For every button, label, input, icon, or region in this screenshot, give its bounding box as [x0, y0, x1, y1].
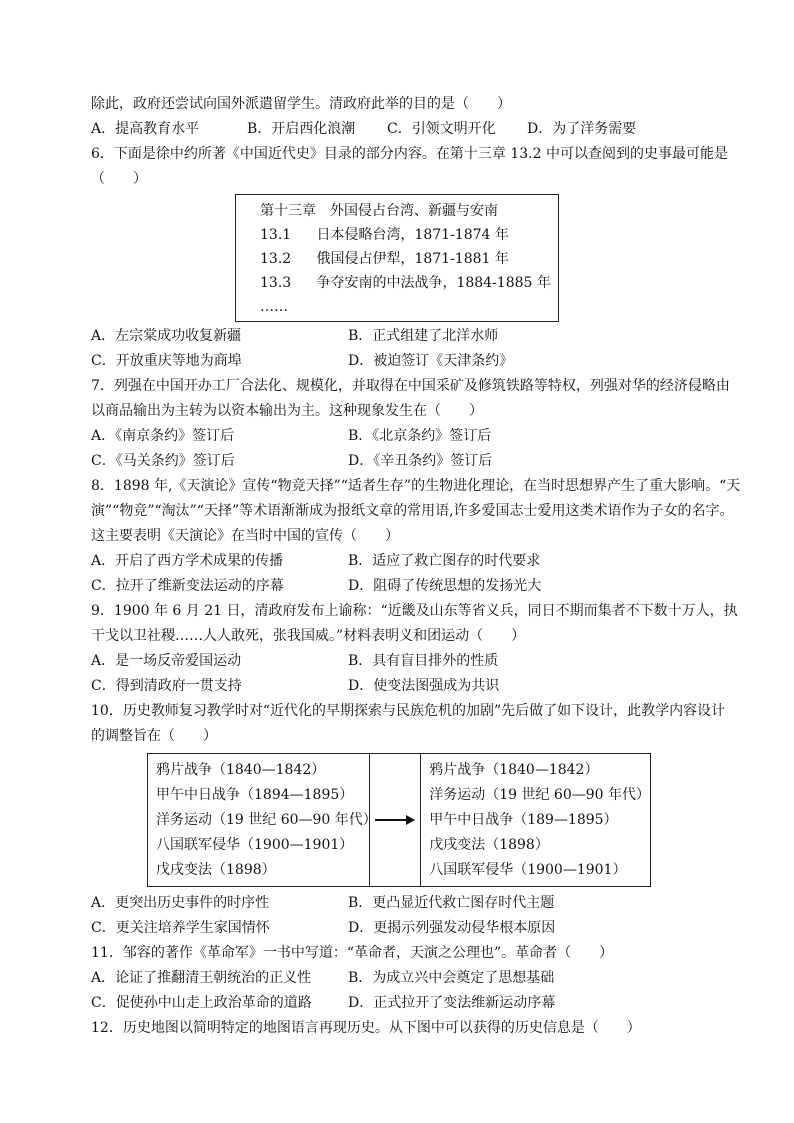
- sequence-comparison-table: [147, 753, 651, 887]
- option-b: B．适应了救亡图存的时代要求: [348, 553, 541, 569]
- event-item: 戊戌变法（1898）: [429, 837, 549, 853]
- toc-section-title: 争夺安南的中法战争，1884-1885 年: [316, 275, 551, 291]
- option-d: D．被迫签订《天津条约》: [348, 353, 514, 369]
- event-item: 八国联军侵华（1900—1901）: [156, 837, 354, 853]
- option-d: D．更揭示列强发动侵华根本原因: [348, 920, 556, 936]
- event-item: 鸦片战争（1840—1842）: [429, 762, 599, 778]
- right-arrow-icon: [375, 814, 415, 826]
- option-b: B．《北京条约》签订后: [348, 428, 492, 444]
- option-b: B．具有盲目排外的性质: [348, 653, 499, 669]
- original-sequence: [148, 754, 377, 886]
- option-a: A．是一场反帝爱国运动: [91, 653, 242, 669]
- table-of-contents-box: [235, 194, 559, 322]
- q9-stem-line1: 9．1900 年 6 月 21 日，清政府发布上谕称：“近畿及山东等省义兵，同日不期而集者不下数十万人，执: [91, 603, 738, 619]
- q10-options-row1: [91, 891, 711, 916]
- toc-row: [260, 247, 548, 271]
- toc-row: [260, 223, 548, 247]
- event-item: 洋务运动（19 世纪 60—90 年代）: [429, 787, 650, 803]
- option-c: C．得到清政府一贯支持: [91, 678, 242, 694]
- q6-options-row2: [91, 349, 711, 374]
- option-d: D．使变法图强成为共识: [348, 678, 500, 694]
- toc-ellipsis: ……: [260, 299, 288, 315]
- q8-stem-line2: 演”“物竞”“淘汰”“天择”等术语渐渐成为报纸文章的常用语,许多爱国志士爱用这类术语作为子女的名字。: [91, 503, 734, 519]
- toc-section-number: 13.1: [260, 227, 292, 243]
- q5-stem: 除此，政府还尝试向国外派遣留学生。清政府此举的目的是（ ）: [91, 96, 511, 112]
- option-c: C．开放重庆等地为商埠: [91, 353, 242, 369]
- option-b: B．开启西化浪潮: [247, 121, 356, 137]
- event-item: 甲午中日战争（1894—1895）: [156, 787, 354, 803]
- option-d: D．正式拉开了变法维新运动序幕: [348, 995, 556, 1011]
- q8-options-row2: [91, 574, 711, 599]
- q8-options-row1: [91, 549, 711, 574]
- toc-section-title: 日本侵略台湾，1871-1874 年: [316, 227, 509, 243]
- event-item: 鸦片战争（1840—1842）: [156, 762, 326, 778]
- q8-stem-line1: 8．1898 年,《天演论》宣传“物竞天择”“适者生存”的生物进化理论，在当时思想界产生了重大影响。“天: [91, 478, 741, 494]
- option-a: A．更突出历史事件的时序性: [91, 895, 270, 911]
- event-item: 八国联军侵华（1900—1901）: [429, 862, 627, 878]
- toc-chapter-title: 第十三章 外国侵占台湾、新疆与安南: [260, 203, 498, 219]
- exam-page: [91, 92, 741, 1041]
- q6-stem-line2: （ ）: [91, 171, 147, 187]
- q5-options: [91, 117, 711, 142]
- q11-options-row1: [91, 966, 711, 991]
- option-c: C．促使孙中山走上政治革命的道路: [91, 995, 312, 1011]
- q11-stem: 11．邹容的著作《革命军》一书中写道：“革命者，天演之公理也”。革命者（ ）: [91, 945, 614, 961]
- option-a: A．论证了推翻清王朝统治的正义性: [91, 970, 312, 986]
- option-a: A．开启了西方学术成果的传播: [91, 553, 284, 569]
- revised-sequence: [421, 754, 650, 886]
- option-d: D．阻碍了传统思想的发扬光大: [348, 578, 542, 594]
- option-a: A．《南京条约》签订后: [91, 428, 235, 444]
- event-item: 甲午中日战争（189—1895）: [429, 812, 618, 828]
- option-c: C．拉开了维新变法运动的序幕: [91, 578, 284, 594]
- toc-section-number: 13.3: [260, 275, 292, 291]
- option-c: C．《马关条约》签订后: [91, 453, 235, 469]
- toc-section-number: 13.2: [260, 251, 292, 267]
- option-a: A．左宗棠成功收复新疆: [91, 328, 242, 344]
- option-b: B．正式组建了北洋水师: [348, 328, 499, 344]
- q7-options-row1: [91, 424, 711, 449]
- option-c: C．引领文明开化: [387, 121, 496, 137]
- arrow-cell: [370, 754, 421, 886]
- toc-row: [260, 271, 551, 295]
- q10-stem-line1: 10．历史教师复习教学时对“近代化的早期探索与民族危机的加剧”先后做了如下设计，此教学内容设计: [91, 703, 726, 719]
- option-c: C．更关注培养学生家国情怀: [91, 920, 270, 936]
- q8-stem-line3: 这主要表明《天演论》在当时中国的宣传（ ）: [91, 528, 399, 544]
- event-item: 戊戌变法（1898）: [156, 862, 276, 878]
- q10-options-row2: [91, 916, 711, 941]
- q11-options-row2: [91, 991, 711, 1016]
- event-item: 洋务运动（19 世纪 60—90 年代）: [156, 812, 377, 828]
- toc-section-title: 俄国侵占伊犁，1871-1881 年: [316, 251, 509, 267]
- q6-options-row1: [91, 324, 711, 349]
- q7-options-row2: [91, 449, 711, 474]
- option-b: B．为成立兴中会奠定了思想基础: [348, 970, 555, 986]
- q9-options-row2: [91, 674, 711, 699]
- q12-stem: 12．历史地图以简明特定的地图语言再现历史。从下图中可以获得的历史信息是（ ）: [91, 1020, 641, 1036]
- q7-stem-line2: 以商品输出为主转为以资本输出为主。这种现象发生在（ ）: [91, 403, 483, 419]
- q10-stem-line2: 的调整旨在（ ）: [91, 728, 217, 744]
- q9-options-row1: [91, 649, 711, 674]
- q9-stem-line2: 干戈以卫社稷……人人敢死，张我国威。”材料表明义和团运动（ ）: [91, 628, 526, 644]
- option-d: D．《辛丑条约》签订后: [348, 453, 493, 469]
- option-b: B．更凸显近代救亡图存时代主题: [348, 895, 555, 911]
- option-a: A．提高教育水平: [91, 121, 200, 137]
- q6-stem-line1: 6．下面是徐中约所著《中国近代史》目录的部分内容。在第十三章 13.2 中可以查阅到的史事最可能是: [91, 146, 728, 162]
- option-d: D．为了洋务需要: [527, 121, 637, 137]
- q7-stem-line1: 7．列强在中国开办工厂合法化、规模化，并取得在中国采矿及修筑铁路等特权，列强对华的经济侵略由: [91, 378, 730, 394]
